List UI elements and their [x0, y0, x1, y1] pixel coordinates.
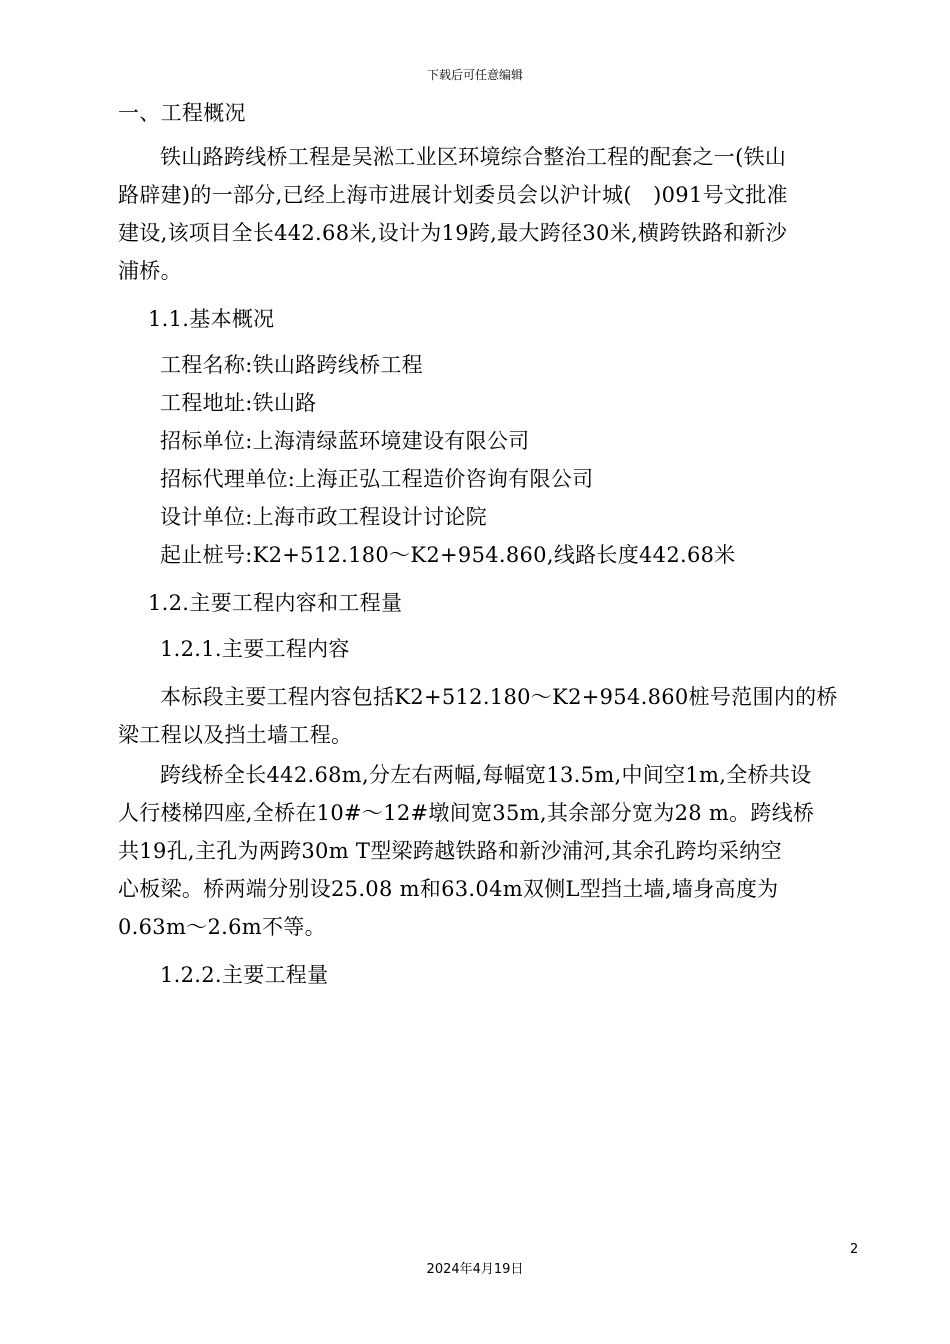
- paragraph-line: 铁山路跨线桥工程是吴淞工业区环境综合整治工程的配套之一(铁山: [160, 145, 787, 169]
- paragraph-line: 建设,该项目全长442.68米,设计为19跨,最大跨径30米,横跨铁路和新沙: [118, 221, 788, 245]
- paragraph-line: 共19孔,主孔为两跨30m T型梁跨越铁路和新沙浦河,其余孔跨均采纳空: [118, 839, 782, 863]
- paragraph-line: 梁工程以及挡土墙工程。: [118, 723, 353, 747]
- page-number: 2: [850, 1242, 859, 1257]
- basic-info-list: [118, 346, 860, 574]
- basic-info-item: 招标代理单位:上海正弘工程造价咨询有限公司: [160, 467, 594, 491]
- bridge-paragraph: [118, 756, 860, 946]
- paragraph-line: 本标段主要工程内容包括K2+512.180～K2+954.860桩号范围内的桥: [160, 685, 838, 709]
- subsection-title-1-1: 1.1.基本概况: [148, 307, 275, 331]
- paragraph-line: 0.63m～2.6m不等。: [118, 915, 326, 939]
- page-header: 下载后可任意编辑: [426, 68, 523, 82]
- subsection-title-1-2-1: 1.2.1.主要工程内容: [160, 637, 350, 661]
- basic-info-item: 起止桩号:K2+512.180～K2+954.860,线路长度442.68米: [160, 543, 736, 567]
- paragraph-line: 跨线桥全长442.68m,分左右两幅,每幅宽13.5m,中间空1m,全桥共设: [160, 763, 812, 787]
- content-paragraph: [118, 678, 860, 754]
- subsection-title-1-2-2: 1.2.2.主要工程量: [160, 963, 329, 987]
- basic-info-item: 设计单位:上海市政工程设计讨论院: [160, 505, 487, 529]
- paragraph-line: 浦桥。: [118, 259, 182, 283]
- basic-info-item: 工程名称:铁山路跨线桥工程: [160, 353, 423, 377]
- subsection-title-1-2: 1.2.主要工程内容和工程量: [148, 591, 403, 615]
- basic-info-item: 招标单位:上海清绿蓝环境建设有限公司: [160, 429, 530, 453]
- section-title: 一、工程概况: [118, 101, 246, 125]
- document-body: [118, 94, 860, 994]
- basic-info-item: 工程地址:铁山路: [160, 391, 317, 415]
- page-footer-date: 2024年4月19日: [426, 1262, 524, 1277]
- paragraph-line: 心板梁。桥两端分别设25.08 m和63.04m双侧L型挡土墙,墙身高度为: [118, 877, 779, 901]
- paragraph-line: 路辟建)的一部分,已经上海市进展计划委员会以沪计城( )091号文批准: [118, 183, 788, 207]
- paragraph-line: 人行楼梯四座,全桥在10#～12#墩间宽35m,其余部分宽为28 m。跨线桥: [118, 801, 815, 825]
- overview-paragraph: [118, 138, 860, 290]
